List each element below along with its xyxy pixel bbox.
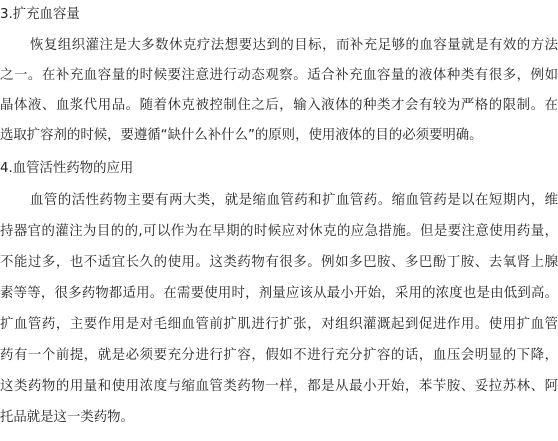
section-4-paragraph-line: 血管的活性药物主要有两大类，就是缩血管药和扩血管药。缩血管药是以在短期内，维 xyxy=(30,193,558,208)
section-4-paragraph-line: 素等等，很多药物都适用。在需要使用时，剂量应该从最小开始，采用的浓度也是由低到高。 xyxy=(0,286,558,301)
section-4-paragraph-line: 药有一个前提，就是必须要充分进行扩容，假如不进行充分扩容的话，血压会明显的下降， xyxy=(0,348,558,363)
section-3-paragraph-line: 晶体液、血浆代用品。随着休克被控制住之后，输入液体的种类才会有较为严格的限制。在 xyxy=(0,98,558,113)
section-4-paragraph-line: 这类药物的用量和使用浓度与缩血管类药物一样，都是从最小开始，苯苄胺、妥拉苏林、阿 xyxy=(0,379,558,394)
section-3-paragraph-line: 之一。在补充血容量的时候要注意进行动态观察。适合补充血容量的液体种类有很多，例如 xyxy=(0,68,558,83)
section-4-heading: 4.血管活性药物的应用 xyxy=(0,161,134,176)
section-4-paragraph-line: 持器官的灌注为目的的,可以作为在早期的时候应对休克的应急措施。但是要注意使用药量， xyxy=(0,224,558,239)
section-4-paragraph-line: 扩血管药，主要作用是对毛细血管前扩肌进行扩张，对组织灌溉起到促进作用。使用扩血管 xyxy=(0,317,558,332)
section-3-paragraph-line: 恢复组织灌注是大多数休克疗法想要达到的目标，而补充足够的血容量就是有效的方法 xyxy=(30,38,558,53)
section-3-heading: 3.扩充血容量 xyxy=(0,7,80,22)
section-3-paragraph-line: 选取扩容剂的时候，要遵循“缺什么补什么”的原则，使用液体的目的必须要明确。 xyxy=(0,128,483,143)
section-4-paragraph-line: 不能过多，也不适宜长久的使用。这类药物有很多。例如多巴胺、多巴酚丁胺、去氧肾上腺 xyxy=(0,255,558,270)
section-4-paragraph-line: 托品就是这一类药物。 xyxy=(0,410,134,425)
